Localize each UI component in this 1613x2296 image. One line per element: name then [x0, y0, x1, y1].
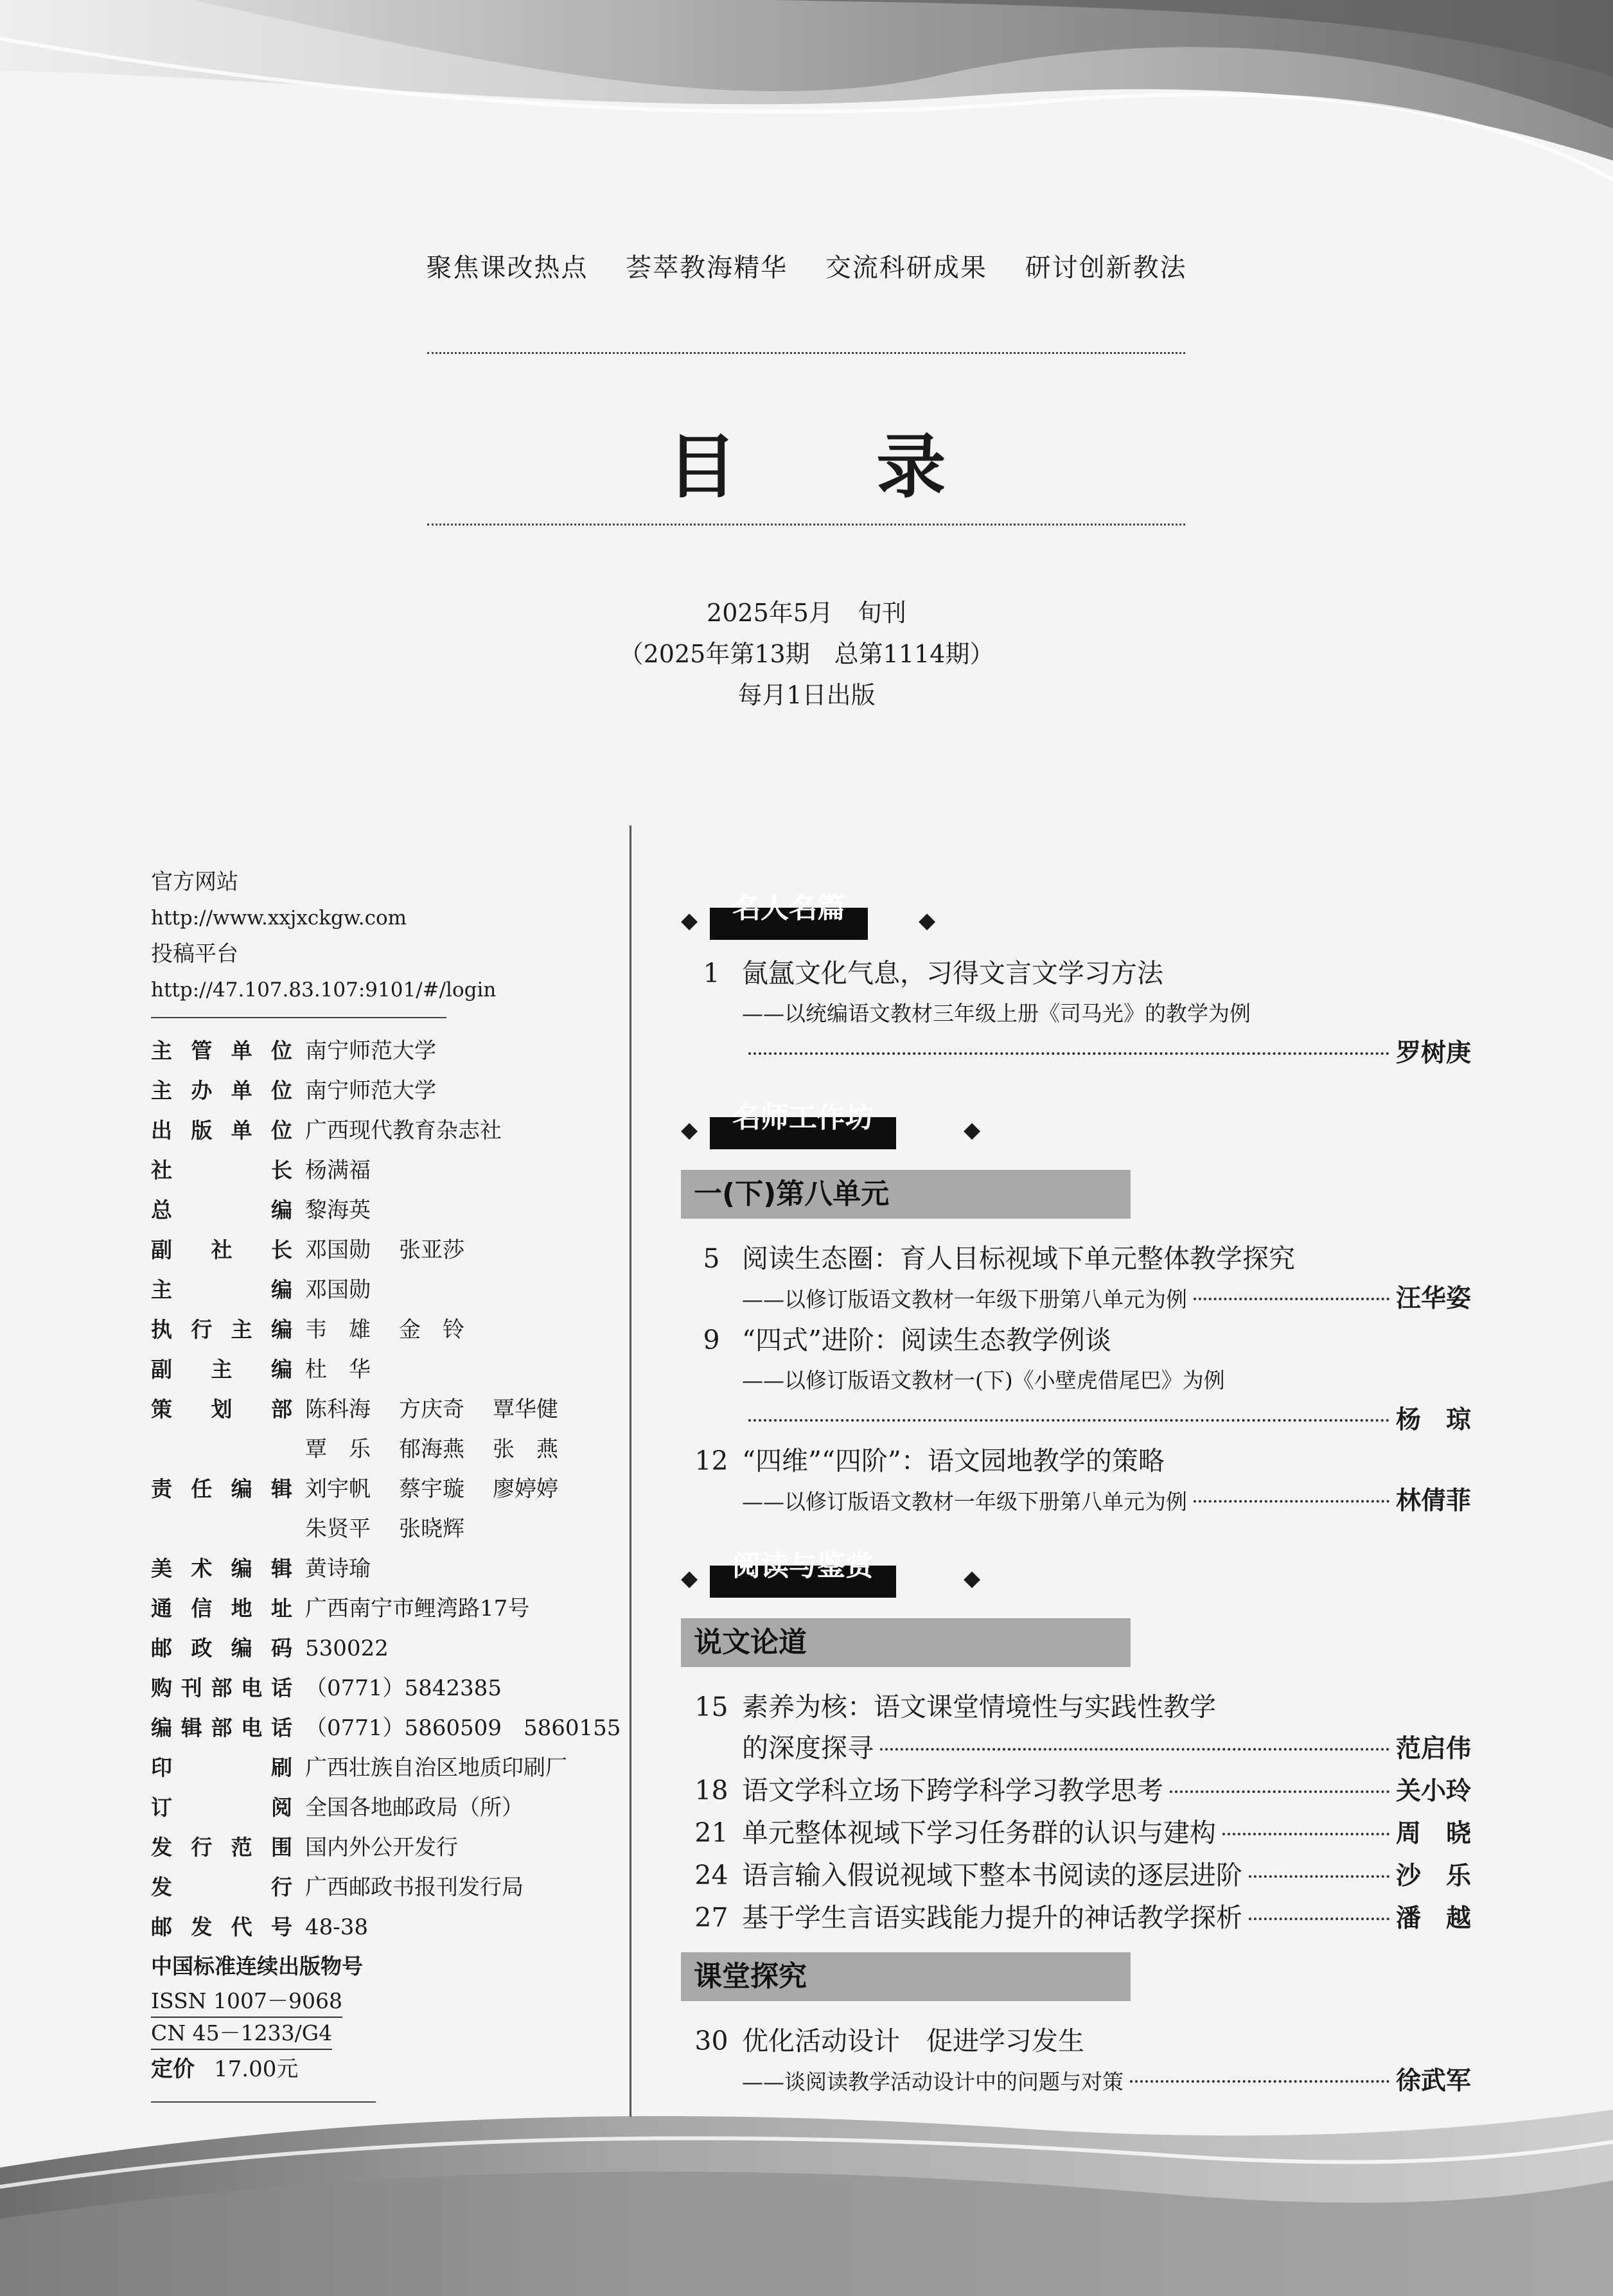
- author: 徐武军: [1395, 2067, 1471, 2096]
- dot-leader: [880, 1748, 1389, 1751]
- slogan-3: 交流科研成果: [825, 253, 987, 283]
- staff-row: 责任编辑 刘宇帆 蔡宇璇 廖婷婷: [151, 1476, 558, 1502]
- author: 杨 琼: [1395, 1406, 1471, 1435]
- dot-leader: [1194, 1298, 1389, 1300]
- dot-leader: [1249, 1875, 1389, 1878]
- author: 关小玲: [1395, 1777, 1471, 1806]
- issue-number: （2025年第13期 总第1114期）: [619, 640, 994, 668]
- staff-row: 执行主编 韦 雄 金 铃: [151, 1317, 464, 1343]
- diamond-icon: ◆: [681, 1117, 698, 1143]
- author: 周 晓: [1395, 1819, 1471, 1848]
- cn-number: CN 45－1233/G4: [151, 2018, 332, 2050]
- page-title: 目 录: [667, 427, 1004, 508]
- dot-leader: [1222, 1833, 1389, 1835]
- dot-leader: [1170, 1790, 1389, 1793]
- issue-date: 2025年5月 旬刊: [707, 599, 906, 627]
- masthead: [151, 864, 621, 2115]
- issn: ISSN 1007－9068: [151, 1986, 342, 2018]
- dot-leader: [1130, 2080, 1389, 2083]
- bottom-wave-decoration: [0, 2090, 1613, 2296]
- website-label: 官方网站: [151, 869, 238, 895]
- staff-row-continued: 朱贤平 张晓辉: [305, 1516, 464, 1542]
- toc-entry[interactable]: 5 阅读生态圈：育人目标视域下单元整体教学探究: [703, 1243, 1295, 1274]
- author: 潘 越: [1395, 1904, 1471, 1933]
- toc-subtitle: ——以修订版语文教材一(下)《小壁虎借尾巴》为例: [742, 1368, 1225, 1393]
- slogan-2: 荟萃教海精华: [626, 253, 788, 283]
- section-header: [681, 1548, 1471, 1605]
- submit-url[interactable]: http://47.107.83.107:9101/#/login: [151, 978, 497, 1002]
- submit-label: 投稿平台: [151, 941, 238, 967]
- table-of-contents: [681, 890, 1471, 2102]
- toc-entry[interactable]: 15 素养为核：语文课堂情境性与实践性教学: [694, 1691, 1216, 1722]
- column-divider: [630, 826, 631, 2117]
- staff-row: 发行 广西邮政书报刊发行局: [151, 1875, 524, 1900]
- toc-subtitle: ——谈阅读教学活动设计中的问题与对策 徐武军: [681, 2062, 1471, 2102]
- publish-schedule: 每月1日出版: [737, 681, 876, 709]
- masthead-divider: [151, 1017, 446, 1018]
- toc-entry[interactable]: 9 “四式”进阶：阅读生态教学例谈: [703, 1325, 1111, 1356]
- staff-row: 社长 杨满福: [151, 1158, 371, 1183]
- author: 林倩菲: [1395, 1487, 1471, 1515]
- staff-row: 邮发代号 48-38: [151, 1914, 369, 1940]
- website-url[interactable]: http://www.xxjxckgw.com: [151, 906, 407, 930]
- masthead-bottom-divider: [151, 2101, 376, 2103]
- section-title: 名师工作坊: [710, 1117, 896, 1149]
- price-value: 17.00元: [214, 2056, 299, 2082]
- unit-heading: 课堂探究: [681, 1952, 1131, 2001]
- staff-row: 通信地址 广西南宁市鲤湾路17号: [151, 1596, 530, 1621]
- staff-row: 主管单位 南宁师范大学: [151, 1038, 436, 1064]
- toc-subtitle: ——以修订版语文教材一年级下册第八单元为例 林倩菲: [681, 1481, 1471, 1522]
- toc-author-line: [681, 1400, 1471, 1440]
- staff-row: 编辑部电话 （0771）5860509 5860155: [151, 1715, 621, 1741]
- slogan-4: 研讨创新教法: [1025, 253, 1187, 283]
- top-wave-decoration: [0, 0, 1613, 212]
- serial-number-title: 中国标准连续出版物号: [151, 1954, 363, 1979]
- toc-entry[interactable]: 27 基于学生言语实践能力提升的神话教学探析 潘 越: [681, 1897, 1471, 1939]
- author: 沙 乐: [1395, 1862, 1471, 1891]
- diamond-icon: ◆: [964, 1566, 981, 1591]
- dot-leader: [1194, 1500, 1389, 1503]
- toc-entry[interactable]: 21 单元整体视域下学习任务群的认识与建构 周 晓: [681, 1812, 1471, 1855]
- staff-row: 策划部 陈科海 方庆奇 覃华健: [151, 1397, 558, 1422]
- diamond-icon: ◆: [919, 908, 936, 933]
- staff-row: 副社长 邓国勋 张亚莎: [151, 1237, 464, 1263]
- toc-entry[interactable]: 1 氤氲文化气息，习得文言文学习方法: [703, 958, 1163, 989]
- staff-row: 发行范围 国内外公开发行: [151, 1835, 458, 1860]
- diamond-icon: ◆: [681, 908, 698, 933]
- unit-heading: 一(下)第八单元: [681, 1170, 1131, 1219]
- toc-entry[interactable]: 24 语言输入假说视域下整本书阅读的逐层进阶 沙 乐: [681, 1855, 1471, 1897]
- slogan-1: 聚焦课改热点: [426, 253, 588, 283]
- unit-heading: 说文论道: [681, 1618, 1131, 1667]
- toc-author-line: [681, 1034, 1471, 1073]
- author: 罗树庚: [1395, 1039, 1471, 1068]
- staff-row: 主办单位 南宁师范大学: [151, 1078, 436, 1104]
- toc-subtitle: ——以统编语文教材三年级上册《司马光》的教学为例: [742, 1001, 1251, 1026]
- toc-entry-continued: 的深度探寻 范启伟: [681, 1727, 1471, 1770]
- section-header: [681, 1099, 1471, 1157]
- staff-row: 订阅 全国各地邮政局（所）: [151, 1795, 524, 1821]
- dot-leader: [748, 1052, 1389, 1055]
- price-label: 定价: [151, 2056, 195, 2082]
- top-divider: [427, 352, 1185, 354]
- dot-leader: [1249, 1918, 1389, 1920]
- toc-entry[interactable]: 18 语文学科立场下跨学科学习教学思考 关小玲: [681, 1770, 1471, 1812]
- price: [151, 2050, 601, 2088]
- staff-row: 购刊部电话 （0771）5842385: [151, 1675, 502, 1701]
- dot-leader: [748, 1419, 1389, 1422]
- issue-info: [0, 592, 1613, 716]
- section-title: 阅读与鉴赏: [710, 1566, 896, 1598]
- staff-row-continued: 覃 乐 郁海燕 张 燕: [305, 1436, 558, 1462]
- staff-row: 出版单位 广西现代教育杂志社: [151, 1118, 502, 1144]
- slogan-line: [0, 247, 1613, 284]
- toc-entry[interactable]: 12 “四维”“四阶”：语文园地教学的策略: [694, 1445, 1165, 1476]
- author: 汪华姿: [1395, 1284, 1471, 1313]
- staff-row: 美术编辑 黄诗瑜: [151, 1556, 371, 1582]
- title-divider: [427, 524, 1185, 525]
- author: 范启伟: [1395, 1735, 1471, 1763]
- staff-row: 主编 邓国勋: [151, 1277, 371, 1303]
- diamond-icon: ◆: [681, 1566, 698, 1591]
- toc-entry[interactable]: 30 优化活动设计 促进学习发生: [694, 2026, 1084, 2056]
- section-header: [681, 890, 1471, 948]
- toc-subtitle: ——以修订版语文教材一年级下册第八单元为例 汪华姿: [681, 1279, 1471, 1320]
- staff-row: 印刷 广西壮族自治区地质印刷厂: [151, 1755, 567, 1781]
- staff-row: 邮政编码 530022: [151, 1636, 389, 1661]
- staff-row: 总编 黎海英: [151, 1197, 371, 1223]
- section-title: 名人名篇: [710, 908, 868, 940]
- diamond-icon: ◆: [964, 1117, 981, 1143]
- staff-row: 副主编 杜 华: [151, 1357, 371, 1382]
